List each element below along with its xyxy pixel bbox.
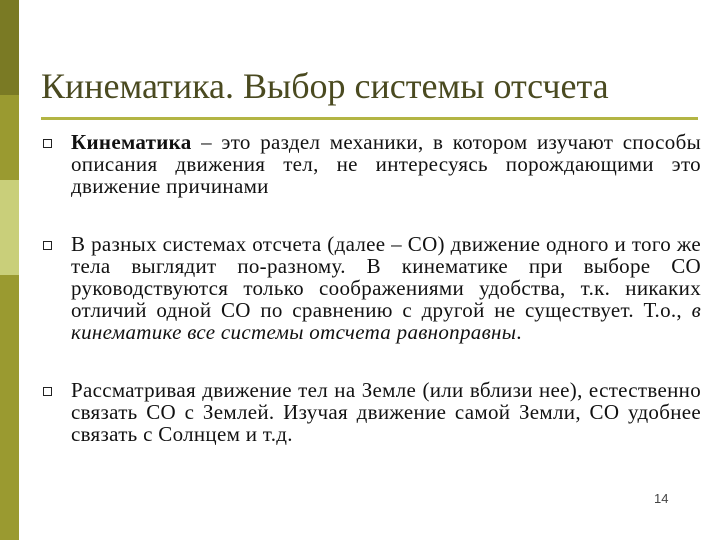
square-bullet-icon [43, 139, 52, 148]
sidebar-segment [0, 0, 19, 95]
slide-number: 14 [654, 491, 669, 506]
bullet-text [71, 233, 701, 343]
bullet-list [41, 128, 701, 445]
sidebar-segment [0, 275, 19, 540]
bullet-body: В разных системах отсчета (далее – СО) движение одного и того же тела выглядит по-разному. В кинематике при выборе СО руководствуются только соображениями удобства, т.к. никаких отличий одной СО по сравнению с другой не существует. Т.о., [71, 232, 701, 322]
left-decorative-bar [0, 0, 19, 540]
bullet-text [71, 131, 701, 197]
bullet-text [71, 379, 701, 445]
italic-emphasis: в кинематике все системы отсчета равноправны [71, 298, 701, 344]
bullet-item [41, 233, 701, 343]
bullet-item [41, 131, 701, 197]
sidebar-segment [0, 95, 19, 180]
bullet-body: Рассматривая движение тел на Земле (или вблизи нее), естественно связать СО с Землей. Изучая движение самой Земли, СО удобнее связать с Солнцем и т.д. [71, 378, 701, 446]
sidebar-segment [0, 180, 19, 275]
bullet-body: – это раздел механики, в котором изучают способы описания движения тел, не интересуясь порождающими это движение причинами [71, 130, 701, 198]
square-bullet-icon [43, 387, 52, 396]
bold-term: Кинематика [71, 130, 192, 154]
title-underline [41, 117, 698, 120]
slide-title: Кинематика. Выбор системы отсчета [41, 66, 609, 106]
square-bullet-icon [43, 241, 52, 250]
bullet-item [41, 379, 701, 445]
bullet-end: . [516, 320, 522, 344]
